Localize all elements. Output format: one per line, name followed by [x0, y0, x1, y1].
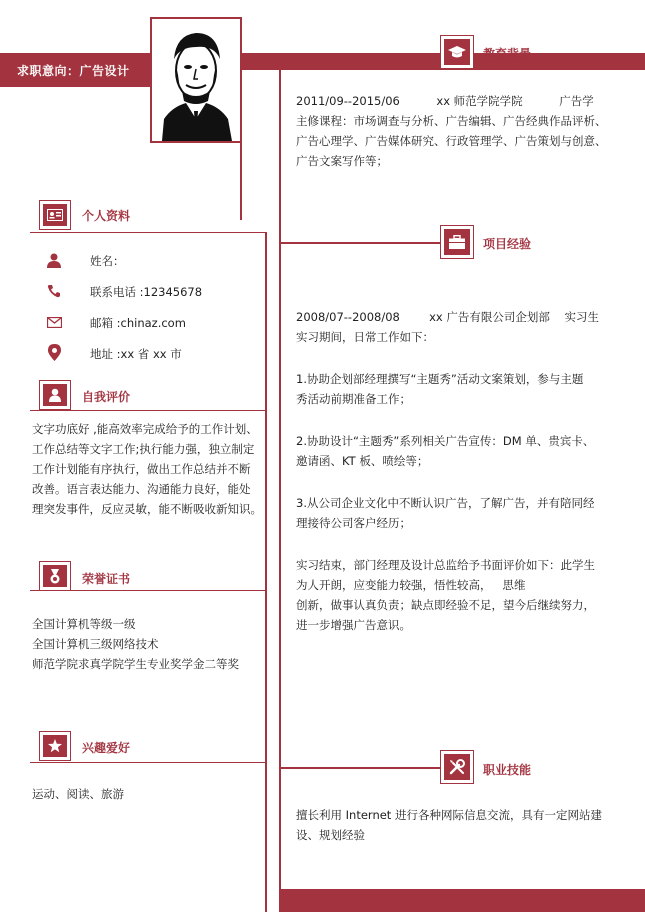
education-title: 教育背景	[483, 47, 532, 61]
projects-connector	[280, 242, 440, 244]
email-field: 邮箱 :chinaz.com	[90, 316, 186, 330]
honors-divider	[30, 590, 266, 591]
star-icon	[40, 732, 70, 760]
name-field: 姓名：	[90, 254, 125, 268]
mail-icon	[46, 314, 62, 330]
project-line: 秀活动前期准备工作；	[296, 392, 411, 406]
project-line: 进一步增强广告意识。	[296, 618, 411, 632]
hobbies-divider	[30, 762, 266, 763]
photo-connector-line	[240, 140, 242, 220]
briefcase-icon	[441, 226, 473, 258]
education-line: 2011/09--2015/06 xx 师范学院学院 广告学	[296, 94, 594, 108]
self-eval-divider	[30, 410, 266, 411]
self-eval-line: 工作计划能有序执行，做出工作总结并不断	[32, 462, 251, 476]
right-column-line	[279, 53, 281, 912]
phone-field: 联系电话 :12345678	[90, 285, 203, 299]
graduation-cap-icon	[441, 36, 473, 68]
honor-item: 师范学院求真学院学生专业奖学金二等奖	[32, 657, 239, 671]
location-icon	[46, 344, 62, 360]
project-line: 理接待公司客户经历；	[296, 516, 411, 530]
id-card-icon	[40, 201, 70, 229]
project-line: 2.协助设计“主题秀”系列相关广告宣传：DM 单、贵宾卡、	[296, 434, 595, 448]
self-eval-title: 自我评价	[82, 390, 131, 404]
user-icon	[40, 381, 70, 409]
objective-banner	[0, 53, 150, 87]
self-eval-line: 理突发事件，反应灵敏，能不断吸收新知识。	[32, 502, 262, 516]
left-column-line	[265, 232, 267, 912]
education-line: 广告心理学、广告媒体研究、行政管理学、广告策划与创意、	[296, 134, 607, 148]
honor-item: 全国计算机三级网络技术	[32, 637, 159, 651]
project-line: 2008/07--2008/08 xx 广告有限公司企划部 实习生	[296, 310, 599, 324]
project-line: 3.从公司企业文化中不断认识广告，了解广告，并有陪同经	[296, 496, 595, 510]
personal-divider	[30, 232, 266, 233]
project-line: 创新，做事认真负责；缺点即经验不足，望今后继续努力，	[296, 598, 595, 612]
address-field: 地址 :xx 省 xx 市	[90, 347, 182, 361]
projects-text	[296, 307, 616, 635]
skills-text	[296, 805, 616, 845]
hobbies-text: 运动、阅读、旅游	[32, 787, 124, 801]
project-line: 1.协助企划部经理撰写“主题秀”活动文案策划，参与主题	[296, 372, 584, 386]
tools-icon	[441, 751, 473, 783]
skills-line: 擅长利用 Internet 进行各种网际信息交流，具有一定网站建	[296, 808, 602, 822]
personal-title: 个人资料	[82, 209, 131, 223]
education-connector	[280, 54, 440, 55]
profile-photo	[150, 17, 242, 143]
bottom-band	[280, 889, 645, 912]
objective-text: 求职意向：广告设计	[17, 64, 130, 78]
self-eval-text	[32, 419, 264, 519]
honors-title: 荣誉证书	[82, 572, 131, 586]
hobbies-title: 兴趣爱好	[82, 741, 131, 755]
education-line: 主修课程：市场调查与分析、广告编辑、广告经典作品评析、	[296, 114, 607, 128]
self-eval-line: 文字功底好 ,能高效率完成给予的工作计划、	[32, 422, 258, 436]
skills-title: 职业技能	[483, 763, 532, 777]
project-line: 实习结束，部门经理及设计总监给予书面评价如下：此学生	[296, 558, 595, 572]
self-eval-line: 改善。语言表达能力、沟通能力良好，能处	[32, 482, 251, 496]
honors-list	[32, 614, 264, 674]
person-icon	[46, 252, 62, 268]
self-eval-line: 工作总结等文字工作;执行能力强，独立制定	[32, 442, 255, 456]
education-line: 广告文案写作等；	[296, 154, 388, 168]
project-line: 邀请函、KT 板、喷绘等；	[296, 454, 429, 468]
phone-icon	[46, 283, 62, 299]
projects-title: 项目经验	[483, 237, 532, 251]
project-line: 为人开朗，应变能力较强，悟性较高， 思维	[296, 578, 526, 592]
skills-line: 设、规划经验	[296, 828, 365, 842]
medal-icon	[40, 562, 70, 590]
honor-item: 全国计算机等级一级	[32, 617, 136, 631]
education-text	[296, 91, 616, 171]
skills-connector	[280, 767, 440, 769]
project-line: 实习期间，日常工作如下：	[296, 330, 434, 344]
